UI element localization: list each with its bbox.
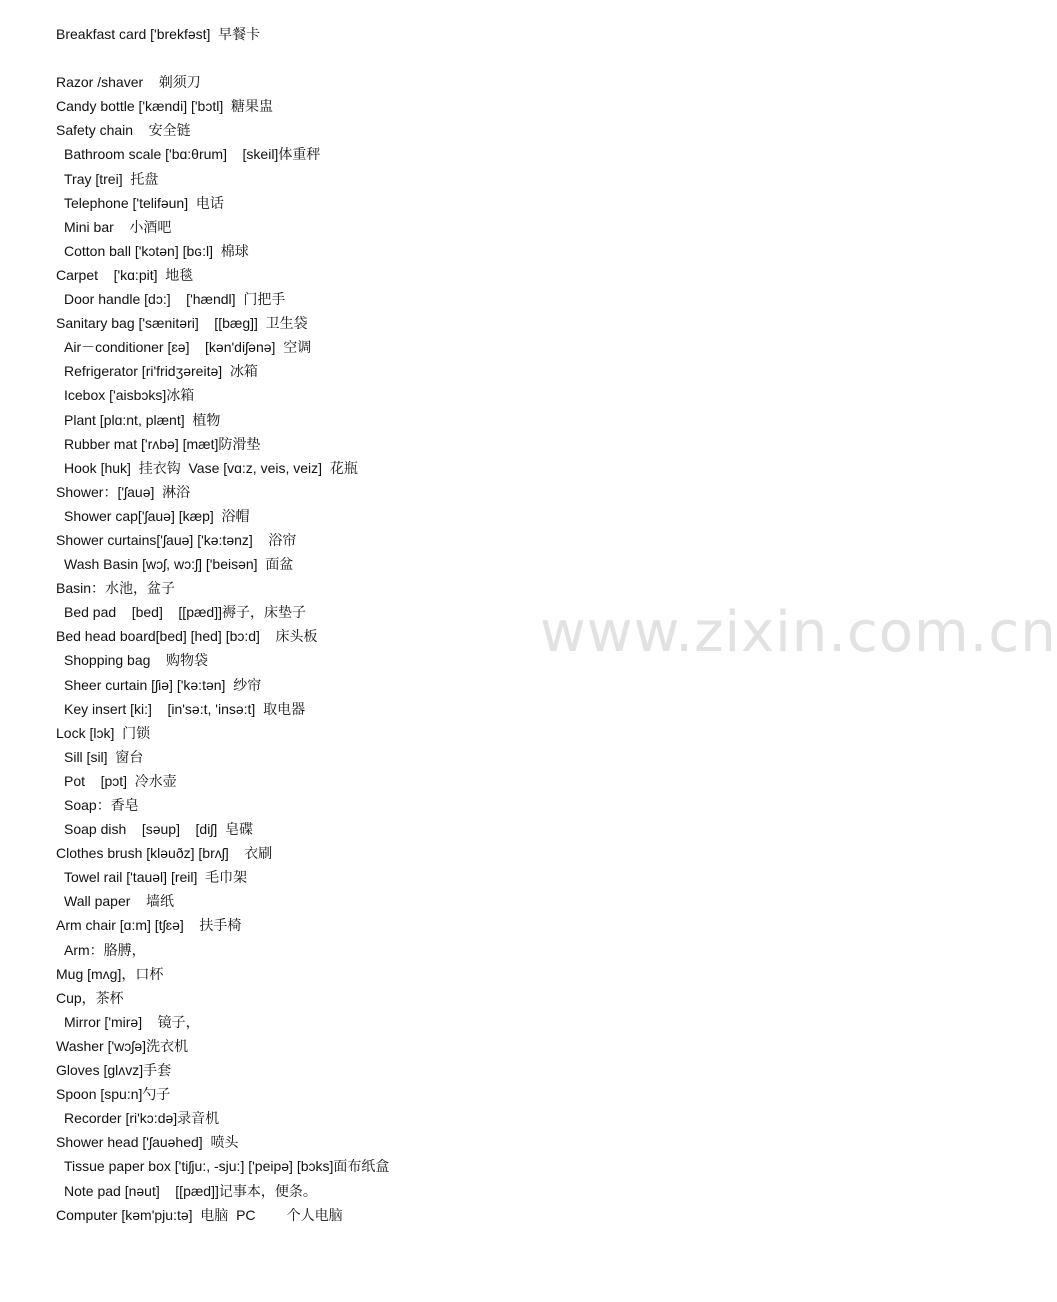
vocab-entry: Hook [huk] 挂衣钩 Vase [vɑ:z, veis, veiz] 花瓶: [64, 459, 358, 476]
vocab-entry: Mini bar 小酒吧: [64, 218, 172, 235]
vocab-entry: Basin：水池，盆子: [56, 580, 176, 597]
vocab-entry: Note pad [nəut] [[pæd]]记事本，便条。: [64, 1182, 317, 1199]
vocab-entry: Shower curtains['ʃauə] ['kə:tənz] 浴帘: [56, 531, 297, 548]
vocab-entry: Shower：['ʃauə] 淋浴: [56, 483, 191, 500]
vocab-entry: Tray [trei] 托盘: [64, 170, 159, 187]
vocab-entry: Plant [plɑ:nt, plænt] 植物: [64, 411, 221, 428]
vocab-entry: Carpet ['kɑ:pit] 地毯: [56, 266, 194, 283]
vocab-entry: Spoon [spu:n]勺子: [56, 1086, 171, 1103]
vocab-entry: Gloves [glʌvz]手套: [56, 1062, 172, 1079]
vocab-entry: Arm chair [ɑ:m] [tʃɛə] 扶手椅: [56, 917, 242, 934]
vocabulary-list: [56, 22, 389, 1227]
vocab-entry: Arm：胳膊，: [64, 941, 146, 958]
vocab-entry: Washer ['wɔʃə]洗衣机: [56, 1037, 189, 1054]
vocab-entry: Mirror ['mirə] 镜子，: [64, 1013, 200, 1030]
vocab-entry: Wash Basin [wɔʃ, wɔ:ʃ] ['beisən] 面盆: [64, 556, 294, 573]
vocab-entry: Sill [sil] 窗台: [64, 748, 144, 765]
vocab-entry: Soap dish [səup] [diʃ] 皂碟: [64, 821, 254, 838]
vocab-entry: Shopping bag 购物袋: [64, 652, 208, 669]
vocab-entry: Refrigerator [ri'fridʒəreitə] 冰箱: [64, 363, 258, 380]
vocab-entry: Door handle [dɔ:] ['hændl] 门把手: [64, 291, 286, 308]
vocab-entry: Icebox ['aisbɔks]冰箱: [64, 387, 195, 404]
vocab-entry: Air－conditioner [ɛə] [kən'diʃənə] 空调: [64, 339, 312, 356]
vocab-entry: Sanitary bag ['sænitəri] [[bæɡ]] 卫生袋: [56, 315, 308, 332]
vocab-entry: Lock [lɔk] 门锁: [56, 724, 151, 741]
vocab-entry: Rubber mat ['rʌbə] [mæt]防滑垫: [64, 435, 261, 452]
watermark: www.zixin.com.cn: [540, 600, 1057, 665]
vocab-entry: Sheer curtain [ʃiə] ['kə:tən] 纱帘: [64, 676, 262, 693]
vocab-entry: Mug [mʌɡ]，口杯: [56, 965, 164, 982]
vocab-entry: Computer [kəm'pju:tə] 电脑 PC 个人电脑: [56, 1206, 343, 1223]
vocab-entry: Pot [pɔt] 冷水壶: [64, 772, 177, 789]
vocab-entry: Cup，茶杯: [56, 989, 124, 1006]
vocab-entry: Razor /shaver 剃须刀: [56, 74, 201, 91]
vocab-entry: Safety chain 安全链: [56, 122, 191, 139]
vocab-entry: Key insert [ki:] [in'sə:t, 'insə:t] 取电器: [64, 700, 306, 717]
vocab-entry: Cotton ball ['kɔtən] [bɢ:l] 棉球: [64, 242, 249, 259]
vocab-entry: Bed pad [bed] [[pæd]]褥子，床垫子: [64, 604, 306, 621]
vocab-entry: Soap：香皂: [64, 797, 139, 813]
vocab-entry: Telephone ['telifəun] 电话: [64, 194, 224, 211]
vocab-entry: Shower head ['ʃauəhed] 喷头: [56, 1134, 239, 1151]
vocab-entry: Shower cap['ʃauə] [kæp] 浴帽: [64, 507, 250, 524]
vocab-entry: Wall paper 墙纸: [64, 893, 174, 910]
vocab-entry: Bed head board[bed] [hed] [bɔ:d] 床头板: [56, 628, 318, 645]
vocab-entry: Candy bottle ['kændi] ['bɔtl] 糖果盅: [56, 98, 273, 115]
vocab-entry: Tissue paper box ['tiʃju:, -sju:] ['peipə] [bɔks]面布纸盒: [64, 1158, 390, 1175]
vocab-entry: Clothes brush [kləuðz] [brʌʃ] 衣刷: [56, 845, 273, 862]
vocab-entry: Recorder [ri'kɔ:də]录音机: [64, 1110, 220, 1127]
blank-line: [56, 46, 389, 70]
vocab-entry: Towel rail ['tauəl] [reil] 毛巾架: [64, 869, 248, 886]
vocab-entry: Bathroom scale ['bɑ:θrum] [skeil]体重秤: [64, 146, 321, 163]
vocab-entry: Breakfast card ['brekfəst] 早餐卡: [56, 26, 261, 42]
